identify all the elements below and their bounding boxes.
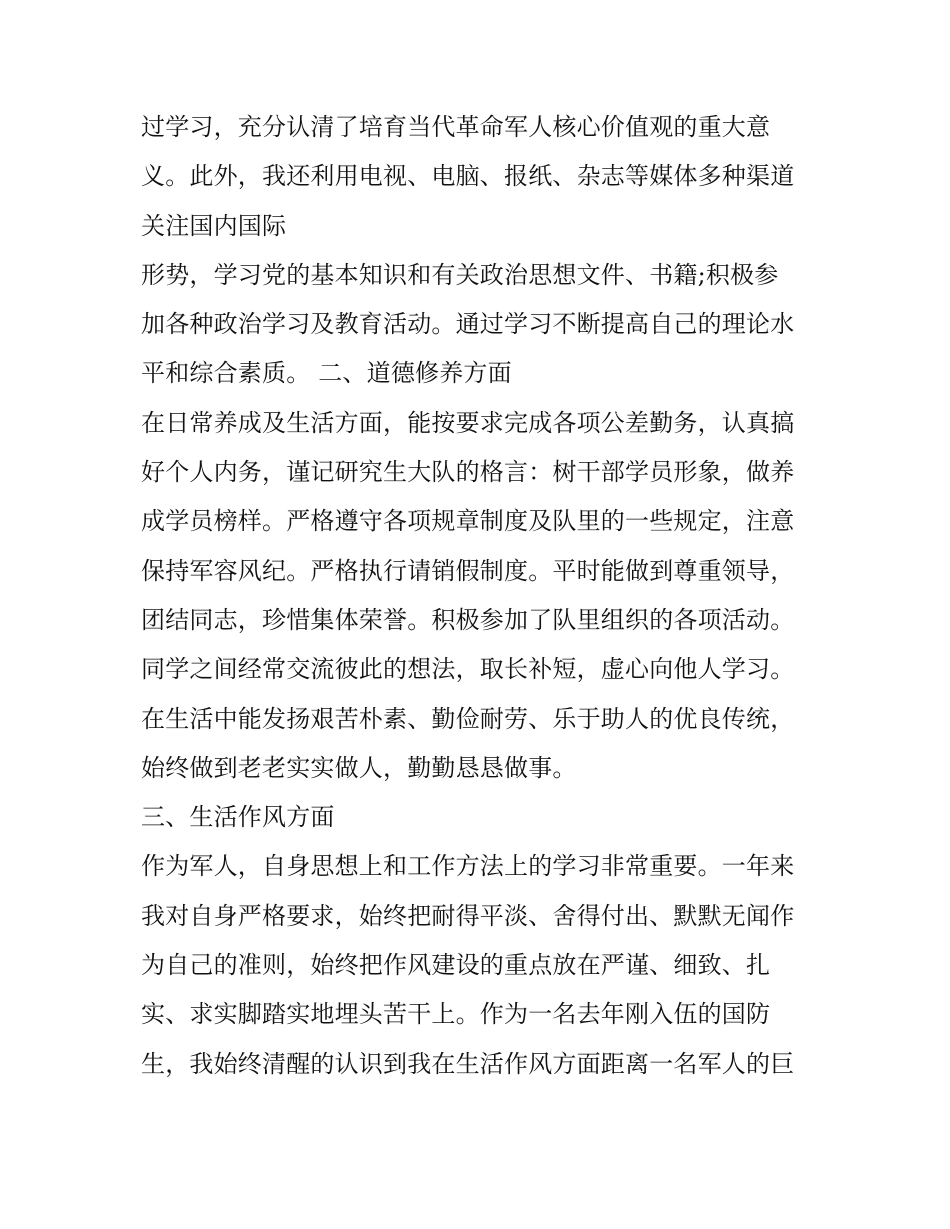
- text-line: 形势，学习党的基本知识和有关政治思想文件、书籍;积极参: [141, 260, 779, 289]
- text-line: 过学习，充分认清了培育当代革命军人核心价值观的重大意: [141, 113, 771, 141]
- text-line: 作为军人，自身思想上和工作方法上的学习非常重要。一年来: [141, 852, 795, 881]
- text-line: 平和综合素质。 二、道德修养方面: [141, 359, 512, 388]
- text-line: 义。此外，我还利用电视、电脑、报纸、杂志等媒体多种渠道: [141, 162, 795, 191]
- text-line: 保持军容风纪。严格执行请销假制度。平时能做到尊重领导，: [141, 556, 795, 585]
- text-line: 始终做到老老实实做人，勤勤恳恳做事。: [141, 753, 577, 782]
- text-line: 同学之间经常交流彼此的想法，取长补短，虚心向他人学习。: [141, 655, 795, 684]
- document-body: [141, 103, 821, 1089]
- text-line: 好个人内务，谨记研究生大队的格言：树干部学员形象，做养: [141, 458, 795, 487]
- text-line: 三、生活作风方面: [141, 803, 335, 832]
- text-line: 团结同志，珍惜集体荣誉。积极参加了队里组织的各项活动。: [141, 605, 795, 634]
- text-line: 成学员榜样。严格遵守各项规章制度及队里的一些规定，注意: [141, 507, 795, 536]
- text-line: 关注国内国际: [141, 211, 287, 240]
- text-line: 加各种政治学习及教育活动。通过学习不断提高自己的理论水: [141, 310, 795, 339]
- text-line: 生，我始终清醒的认识到我在生活作风方面距离一名军人的巨: [141, 1049, 795, 1078]
- text-line: 我对自身严格要求，始终把耐得平淡、舍得付出、默默无闻作: [141, 901, 795, 930]
- text-line: 在生活中能发扬艰苦朴素、勤俭耐劳、乐于助人的优良传统，: [141, 704, 795, 733]
- text-line: 实、求实脚踏实地埋头苦干上。作为一名去年刚入伍的国防: [141, 1000, 771, 1029]
- text-line: 在日常养成及生活方面，能按要求完成各项公差勤务，认真搞: [141, 408, 795, 437]
- text-line: 为自己的准则，始终把作风建设的重点放在严谨、细致、扎: [141, 951, 771, 980]
